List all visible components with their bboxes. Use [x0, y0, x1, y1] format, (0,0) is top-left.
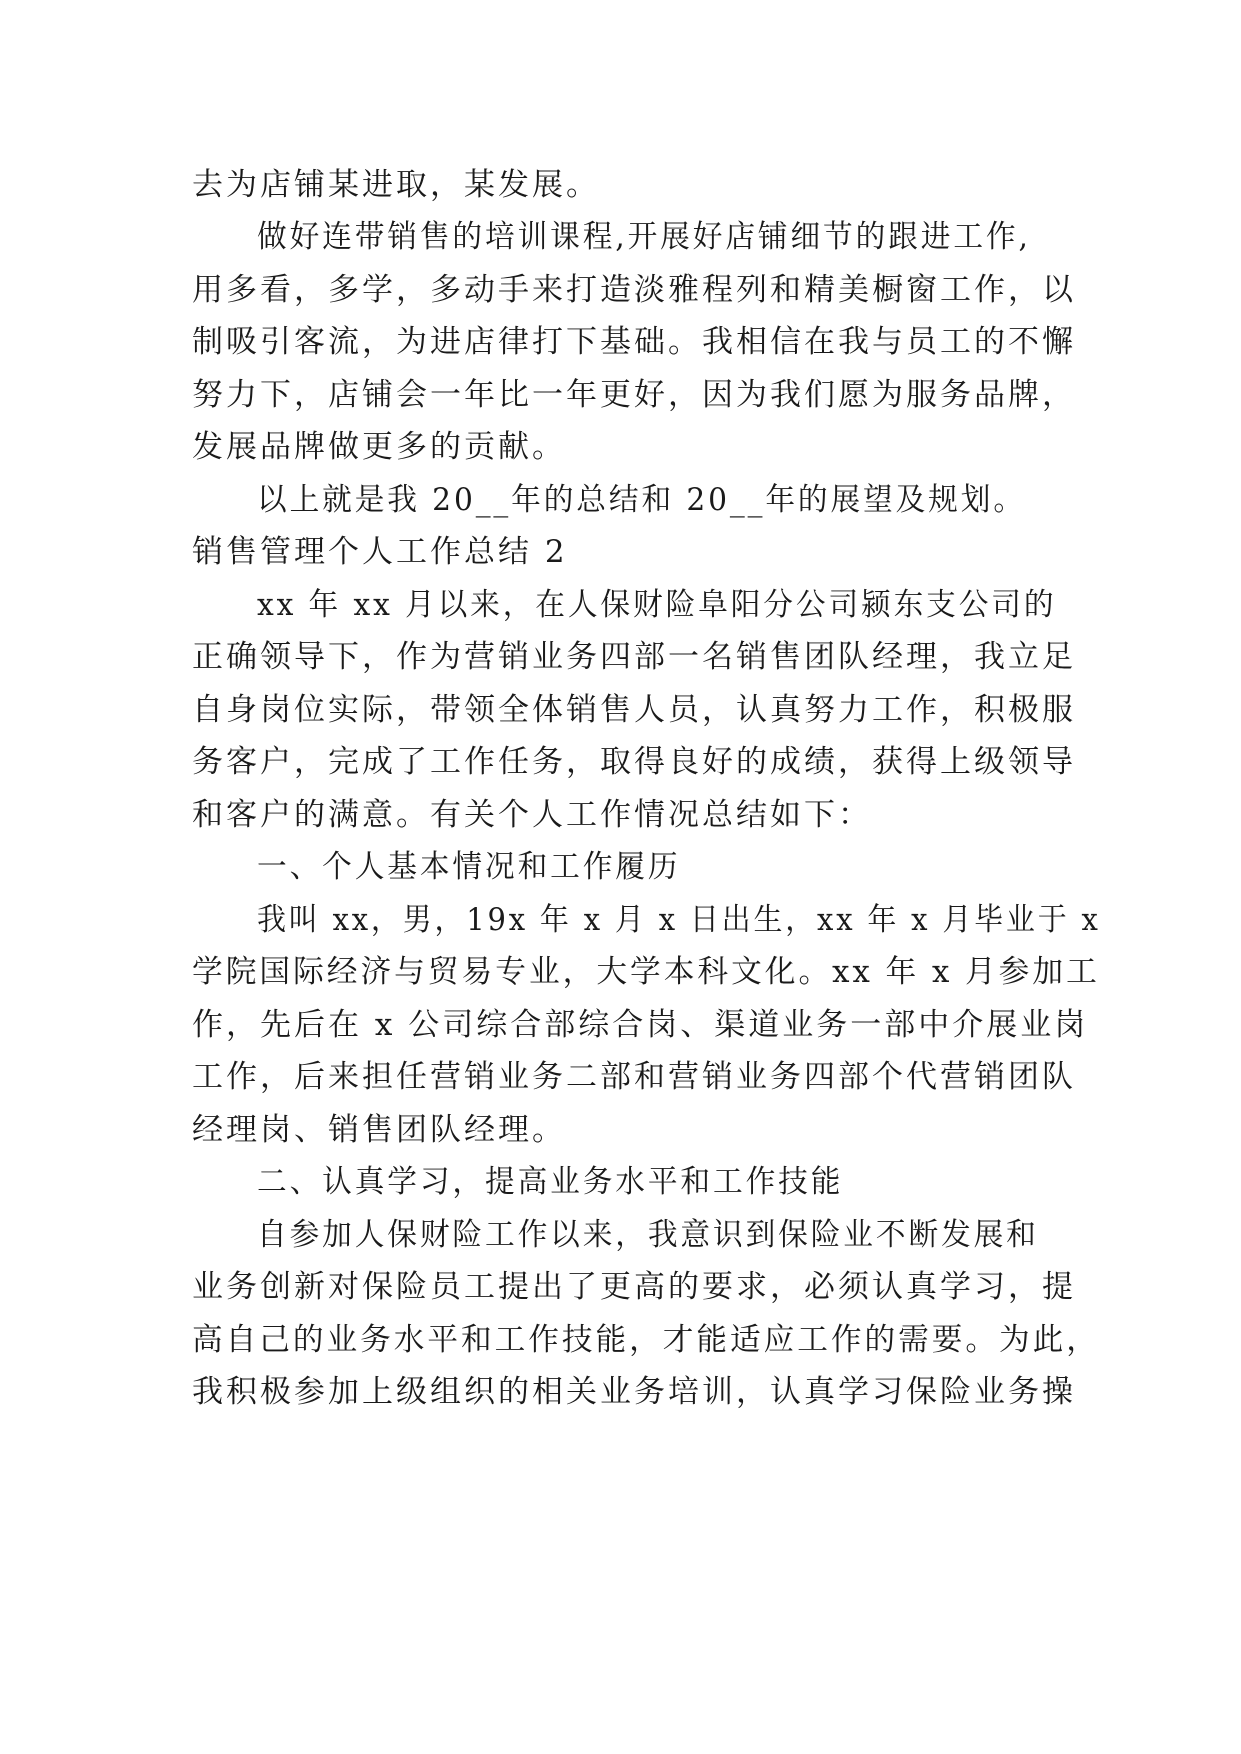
text-line: 用多看，多学，多动手来打造淡雅程列和精美橱窗工作，以 [192, 272, 1076, 308]
text-line: 和客户的满意。有关个人工作情况总结如下： [192, 797, 872, 833]
text-line: 自参加人保财险工作以来，我意识到保险业不断发展和 [257, 1217, 1039, 1253]
text-line: 正确领导下，作为营销业务四部一名销售团队经理，我立足 [192, 639, 1076, 675]
text-line: 工作，后来担任营销业务二部和营销业务四部个代营销团队 [192, 1059, 1076, 1095]
text-line: 我叫 xx，男，19x 年 x 月 x 日出生，xx 年 x 月毕业于 x [257, 902, 1101, 938]
text-line: 作，先后在 x 公司综合部综合岗、渠道业务一部中介展业岗 [192, 1007, 1089, 1043]
section-heading: 销售管理个人工作总结 2 [192, 534, 568, 570]
text-line: 高自己的业务水平和工作技能，才能适应工作的需要。为此， [192, 1322, 1100, 1358]
text-line: 努力下，店铺会一年比一年更好，因为我们愿为服务品牌， [192, 377, 1076, 413]
text-line: 业务创新对保险员工提出了更高的要求，必须认真学习，提 [192, 1269, 1076, 1305]
text-line: 我积极参加上级组织的相关业务培训，认真学习保险业务操 [192, 1374, 1076, 1410]
text-line: 经理岗、销售团队经理。 [192, 1112, 566, 1148]
text-line: 发展品牌做更多的贡献。 [192, 429, 566, 465]
text-line: 自身岗位实际，带领全体销售人员，认真努力工作，积极服 [192, 692, 1076, 728]
text-line: 制吸引客流，为进店律打下基础。我相信在我与员工的不懈 [192, 324, 1076, 360]
subheading: 一、个人基本情况和工作履历 [257, 849, 681, 885]
text-line: 务客户，完成了工作任务，取得良好的成绩，获得上级领导 [192, 744, 1076, 780]
text-line: 以上就是我 20__年的总结和 20__年的展望及规划。 [257, 482, 1026, 518]
text-line: 去为店铺某进取，某发展。 [192, 167, 600, 203]
text-line: xx 年 xx 月以来，在人保财险阜阳分公司颍东支公司的 [257, 587, 1057, 623]
text-line: 学院国际经济与贸易专业，大学本科文化。xx 年 x 月参加工 [192, 954, 1100, 990]
text-line: 做好连带销售的培训课程,开展好店铺细节的跟进工作, [257, 219, 1031, 255]
subheading: 二、认真学习，提高业务水平和工作技能 [257, 1164, 844, 1200]
